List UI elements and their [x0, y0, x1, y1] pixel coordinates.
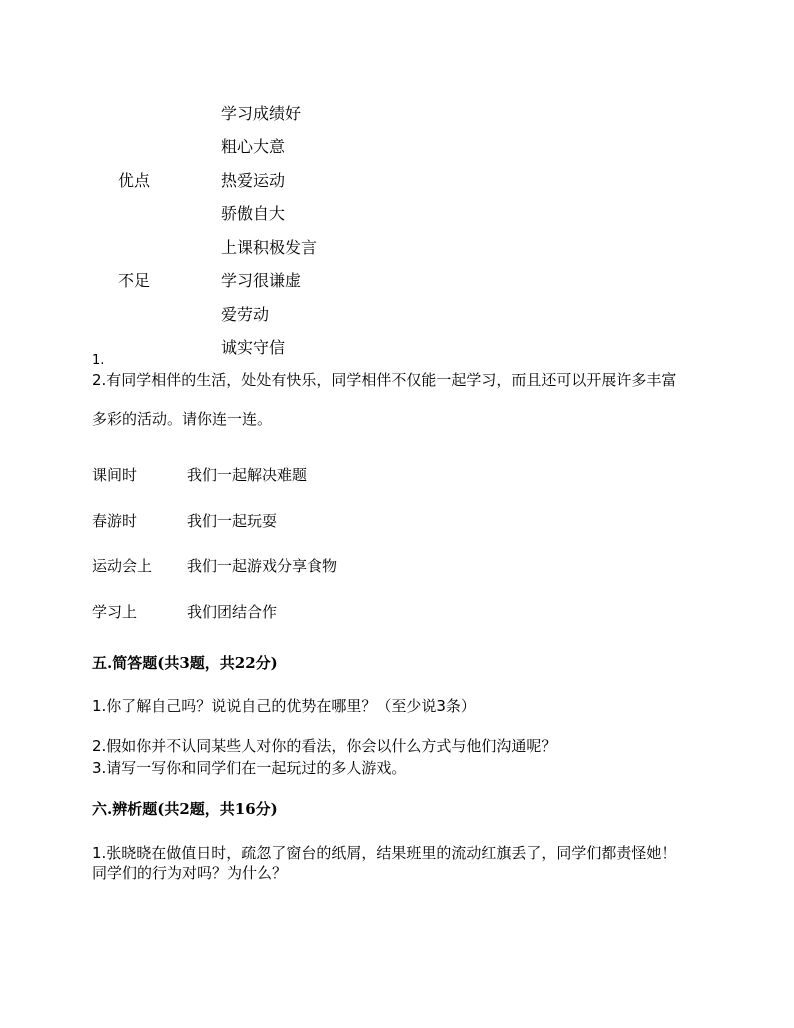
- activity-description: 我们一起游戏分享食物: [187, 557, 338, 575]
- activity-description: 我们一起解决难题: [187, 466, 308, 484]
- short-answer-question-2: 2.假如你并不认同某些人对你的看法，你会以什么方式与他们沟通呢？: [92, 737, 557, 755]
- question2-text-line2: 多彩的活动。请你连一连。: [92, 410, 273, 428]
- activity-description: 我们一起玩耍: [187, 512, 278, 530]
- match-item: 上课积极发言: [221, 238, 318, 257]
- short-answer-question-1: 1.你了解自己吗？说说自己的优势在哪里？（至少说3条）: [92, 697, 476, 715]
- match-item: 学习成绩好: [221, 104, 302, 123]
- label-advantages: 优点: [118, 171, 151, 190]
- section-heading-short-answer: 五.简答题(共3题，共22分): [92, 654, 278, 672]
- question2-text-line1: 2.有同学相伴的生活，处处有快乐，同学相伴不仅能一起学习，而且还可以开展许多丰富: [92, 371, 677, 389]
- section-heading-analysis: 六.辨析题(共2题，共16分): [92, 800, 278, 818]
- analysis-question-1-line1: 1.张晓晓在做值日时，疏忽了窗台的纸屑，结果班里的流动红旗丢了，同学们都责怪她！: [92, 844, 677, 862]
- match-item: 爱劳动: [221, 305, 270, 324]
- activity-time: 运动会上: [92, 557, 153, 575]
- activity-time: 学习上: [92, 603, 138, 621]
- label-shortcomings: 不足: [118, 271, 151, 290]
- question-number: 1.: [92, 353, 105, 368]
- match-item: 学习很谦虚: [221, 271, 302, 290]
- analysis-question-1-line2: 同学们的行为对吗？为什么？: [92, 864, 288, 882]
- match-item: 诚实守信: [221, 338, 286, 357]
- activity-time: 课间时: [92, 466, 138, 484]
- match-item: 热爱运动: [221, 171, 286, 190]
- short-answer-question-3: 3.请写一写你和同学们在一起玩过的多人游戏。: [92, 759, 407, 777]
- match-item: 骄傲自大: [221, 204, 286, 223]
- match-item: 粗心大意: [221, 137, 286, 156]
- activity-description: 我们团结合作: [187, 603, 278, 621]
- activity-time: 春游时: [92, 512, 138, 530]
